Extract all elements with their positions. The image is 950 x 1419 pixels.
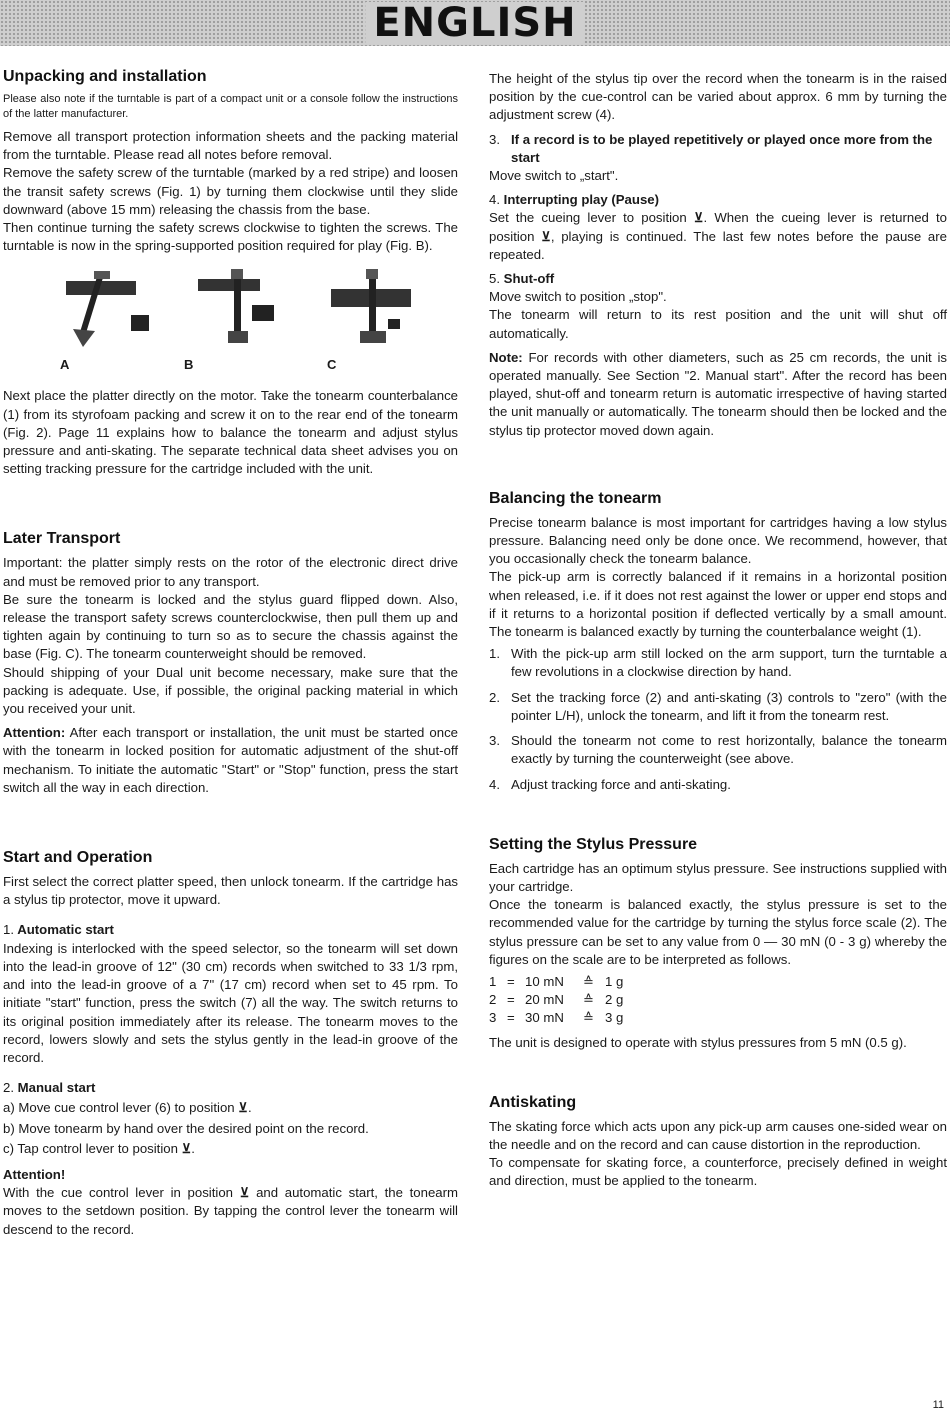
table-cell: = bbox=[507, 992, 515, 1008]
attention-text: After each transport or installation, the unit must be started once with the tonearm in locked position for automatic adjustment of the shut-off mechanism. To initiate the automatic "Start" or "Stop" function, press the start switch all the way in each direction. bbox=[3, 725, 458, 795]
attention-text: With the cue control lever in position bbox=[3, 1185, 233, 1201]
attention-paragraph bbox=[3, 1184, 458, 1239]
paragraph: The skating force which acts upon any pick-up arm causes one-sided wear on the needle and on the record and can cause distortion in the reproduction. bbox=[489, 1118, 947, 1152]
list-item-text: a) Move cue control lever (6) to position bbox=[3, 1100, 235, 1116]
page-title: ENGLISH bbox=[365, 2, 584, 44]
attention-label: Attention! bbox=[3, 1166, 66, 1182]
figure-a-illustration bbox=[61, 269, 161, 349]
paragraph: Indexing is interlocked with the speed selector, so the tonearm will set down into the lead-in groove of 12" (30 cm) records when switched to 33 1/3 rpm, and into the lead-in groove of a 7" (17 cm) record when set to 45 rpm. To initiate "start" function, press the switch (7) all the way. The switch returns to its original position immediately after its release. The tonearm moves to the record, lowers slowly and sets the stylus gently in the lead-in groove of the record. bbox=[3, 940, 458, 1065]
paragraph: First select the correct platter speed, then unlock tonearm. If the cartridge has a stylus tip protector, move it upward. bbox=[3, 874, 458, 908]
list-item-text: c) Tap control lever to position bbox=[3, 1140, 178, 1156]
section-antiskating bbox=[489, 1094, 947, 1191]
paragraph: The tonearm will return to its rest position and the unit will shut off automatically. bbox=[489, 307, 947, 341]
paragraph: To compensate for skating force, a counterforce, precisely defined in weight and direction, must be applied to the tonearm. bbox=[489, 1155, 947, 1189]
header-banner bbox=[0, 0, 950, 46]
subheading-number: 5. bbox=[489, 271, 500, 287]
subheading-pause bbox=[489, 191, 947, 209]
subheading-manual-start bbox=[3, 1079, 458, 1097]
note-paragraph bbox=[489, 349, 947, 440]
list-item bbox=[489, 776, 947, 794]
paragraph: Remove all transport protection information sheets and the packing material from the turntable. Please read all notes before removal. bbox=[3, 129, 458, 163]
cue-raise-icon: ⊻ bbox=[541, 228, 551, 244]
pressure-table bbox=[489, 973, 947, 1028]
list-item: b) Move tonearm by hand over the desired point on the record. bbox=[3, 1120, 369, 1136]
table-cell: 10 mN bbox=[525, 973, 564, 989]
figure-b-illustration bbox=[198, 269, 298, 349]
list-item bbox=[489, 645, 947, 681]
paragraph: Precise tonearm balance is most important for cartridges having a low stylus pressure. Balancing need only be done once. We recommend, however, that you occasionally check the tonearm balance. bbox=[489, 514, 947, 567]
list-item-number: 4. bbox=[489, 776, 500, 792]
attention-text: and automatic start, the tonearm moves to the setdown position. By tapping the control lever the tonearm will descend to the record. bbox=[3, 1185, 459, 1237]
paragraph: Once the tonearm is balanced exactly, the stylus pressure is set to the recommended value for the cartridge by turning the stylus force scale (2). The stylus pressure can be set to any value from 0 — 30 mN (0 - 3 g) whereby the figures on the scale are to be interpreted as follows. bbox=[489, 897, 947, 967]
section-heading: Later Transport bbox=[3, 530, 121, 548]
list-item bbox=[489, 732, 947, 768]
subheading-title: Interrupting play (Pause) bbox=[503, 192, 660, 208]
table-row bbox=[489, 991, 947, 1009]
subheading-title: Shut-off bbox=[503, 271, 555, 287]
list-item-number: 1. bbox=[489, 646, 500, 662]
balancing-steps bbox=[489, 645, 947, 793]
paragraph-text: Set the cueing lever to position bbox=[489, 210, 687, 226]
figure-label-c: C bbox=[327, 357, 337, 373]
paragraph: Move switch to position „stop". bbox=[489, 289, 667, 305]
paragraph-text: . When the cueing lever is returned to position bbox=[489, 210, 947, 244]
section-unpacking bbox=[3, 68, 458, 478]
table-cell: 2 bbox=[489, 992, 497, 1008]
subheading-number: 4. bbox=[489, 192, 500, 208]
table-cell: 30 mN bbox=[525, 1010, 564, 1026]
subheading-automatic-start bbox=[3, 921, 458, 939]
cue-lower-icon: ⊻ bbox=[238, 1100, 248, 1116]
table-row bbox=[489, 973, 947, 991]
paragraph bbox=[489, 209, 947, 264]
section-later-transport bbox=[3, 530, 458, 797]
section-start-operation bbox=[3, 849, 458, 1239]
list-item-text: With the pick-up arm still locked on the arm support, turn the turntable a few revolutions in a clockwise direction by hand. bbox=[511, 646, 947, 680]
table-row bbox=[489, 1009, 947, 1027]
table-cell: 1 bbox=[489, 973, 497, 989]
section-stylus-pressure bbox=[489, 836, 947, 1052]
list-item: c) Tap control lever to position ⊻. bbox=[3, 1140, 195, 1156]
paragraph: Remove the safety screw of the turntable (marked by a red stripe) and loosen the transit safety screws (Fig. 1) by turning them clockwise until they slide downward (above 15 mm) releasing the chassis from the base. bbox=[3, 165, 458, 217]
paragraph: Be sure the tonearm is locked and the stylus guard flipped down. Also, release the transport safety screws counterclockwise, then pull them up and tighten again by continuing to turn so as to secure the chassis against the base (Fig. C). The tonearm counterweight should be removed. bbox=[3, 591, 458, 662]
subheading-title: Manual start bbox=[17, 1080, 96, 1096]
list-item bbox=[489, 689, 947, 725]
subheading-number: 1. bbox=[3, 922, 14, 938]
figure-suspension bbox=[3, 269, 458, 379]
table-cell: 3 bbox=[489, 1010, 497, 1026]
subheading-number: 3. bbox=[489, 131, 500, 147]
figure-c-illustration bbox=[328, 269, 428, 349]
list-item-number: 3. bbox=[489, 733, 500, 749]
table-cell: ≙ bbox=[583, 973, 595, 989]
paragraph: The pick-up arm is correctly balanced if it remains in a horizontal position when released, i.e. if it does not rest against the lower or upper end stops and if it returns to a horizontal position if deflected vertically by a small amount. The tonearm is balanced exactly by turning the counterbalance weight (1). bbox=[489, 569, 947, 640]
note-text: For records with other diameters, such as 25 cm records, the unit is operated manually. See Section "2. Manual start". After the record has been played, shut-off and tonearm return is automatic irrespective of having started the unit manually or automatically. The tonearm should then be locked and the stylus tip protector moved down again. bbox=[489, 349, 947, 438]
note-label: Note: bbox=[489, 349, 523, 365]
paragraph: Important: the platter simply rests on the rotor of the electronic direct drive and must be removed prior to any transport. bbox=[3, 555, 458, 589]
subheading-title: Automatic start bbox=[17, 922, 114, 938]
left-column bbox=[3, 60, 458, 1239]
section-heading: Setting the Stylus Pressure bbox=[489, 835, 698, 853]
right-column bbox=[489, 70, 947, 1191]
figure-label-b: B bbox=[184, 357, 194, 373]
paragraph: Then continue turning the safety screws clockwise to tighten the screws. The turntable is now in the spring-supported position required for play (Fig. B). bbox=[3, 220, 458, 254]
subheading-number: 2. bbox=[3, 1080, 14, 1096]
list-item-text: Adjust tracking force and anti-skating. bbox=[511, 776, 731, 792]
section-heading: Antiskating bbox=[489, 1093, 577, 1111]
page-number: 11 bbox=[932, 1399, 944, 1411]
table-cell: 3 g bbox=[605, 1010, 624, 1026]
attention-paragraph bbox=[3, 724, 458, 797]
paragraph: Next place the platter directly on the motor. Take the tonearm counterbalance (1) from its styrofoam packing and screw it on to the rear end of the tonearm (Fig. 2). Page 11 explains how to balance the tonearm and adjust stylus pressure and anti-skating. The separate technical data sheet advises you on setting tracking pressure for the cartridge included with the unit. bbox=[3, 388, 458, 477]
section-heading: Balancing the tonearm bbox=[489, 489, 662, 507]
table-cell: = bbox=[507, 973, 515, 989]
section-heading: Start and Operation bbox=[3, 849, 153, 867]
table-cell: ≙ bbox=[583, 992, 595, 1008]
attention-label: Attention: bbox=[3, 725, 66, 741]
paragraph: The unit is designed to operate with stylus pressures from 5 mN (0.5 g). bbox=[489, 1034, 907, 1050]
list-item: a) Move cue control lever (6) to position ⊻. bbox=[3, 1100, 252, 1116]
table-cell: 20 mN bbox=[525, 992, 564, 1008]
cue-lower-icon: ⊻ bbox=[693, 210, 704, 226]
paragraph: Please also note if the turntable is part of a compact unit or a console follow the instructions of the latter manufacturer. bbox=[3, 93, 458, 120]
paragraph: Move switch to „start". bbox=[489, 168, 619, 184]
subheading-repeat bbox=[489, 131, 947, 167]
table-cell: = bbox=[507, 1010, 515, 1026]
paragraph: The height of the stylus tip over the record when the tonearm is in the raised position by the cue-control can be varied about approx. 6 mm by turning the adjustment screw (4). bbox=[489, 71, 947, 123]
list-item-text: Should the tonearm not come to rest horizontally, balance the tonearm exactly by turning the counterweight (see above. bbox=[511, 733, 947, 767]
table-cell: 2 g bbox=[605, 992, 624, 1008]
table-cell: 1 g bbox=[605, 973, 624, 989]
list-item-text: Set the tracking force (2) and anti-skating (3) controls to "zero" (with the pointer L/H), unlock the tonearm, and lift it from the tonearm rest. bbox=[511, 689, 947, 723]
subheading-shutoff bbox=[489, 270, 947, 288]
cue-lower-icon: ⊻ bbox=[181, 1140, 192, 1156]
paragraph: Should shipping of your Dual unit become necessary, make sure that the packing is adequate. Use, if possible, the original packing material in which you received your unit. bbox=[3, 664, 458, 717]
table-cell: ≙ bbox=[583, 1010, 595, 1026]
paragraph-text: , playing is continued. The last few notes before the pause are repeated. bbox=[489, 228, 947, 262]
section-balancing bbox=[489, 490, 947, 794]
figure-label-a: A bbox=[60, 357, 70, 373]
section-heading: Unpacking and installation bbox=[3, 68, 207, 85]
list-item-number: 2. bbox=[489, 689, 500, 705]
subheading-title: If a record is to be played repetitively or played once more from the start bbox=[511, 131, 933, 165]
cue-lower-icon: ⊻ bbox=[239, 1185, 250, 1201]
paragraph: Each cartridge has an optimum stylus pressure. See instructions supplied with your cartridge. bbox=[489, 860, 947, 894]
